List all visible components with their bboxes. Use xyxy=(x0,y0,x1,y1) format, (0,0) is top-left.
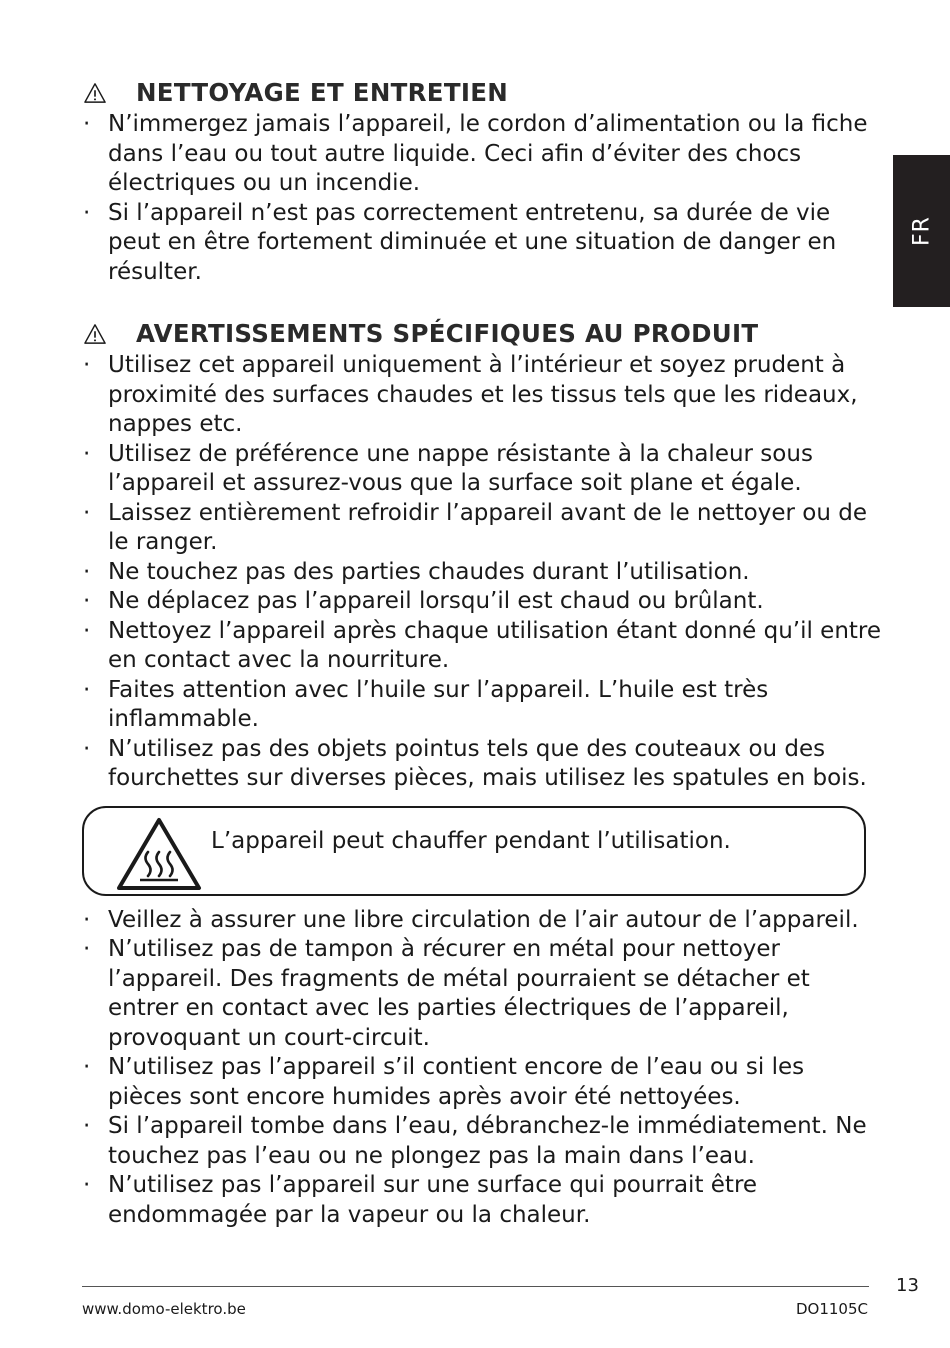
section-title-text: AVERTISSEMENTS SPÉCIFIQUES AU PRODUIT xyxy=(136,319,759,348)
language-tab xyxy=(893,155,950,307)
footer-divider xyxy=(82,1286,869,1287)
section-title-text: NETTOYAGE ET ENTRETIEN xyxy=(136,78,509,107)
list-item: · N’utilisez pas l’appareil sur une surface qui pourrait être endommagée par la vapeur ou la chaleur. xyxy=(82,1171,882,1230)
hot-surface-warning-icon xyxy=(114,814,204,894)
list-item: · Laissez entièrement refroidir l’appareil avant de le nettoyer ou de le ranger. xyxy=(82,499,882,558)
footer-url: www.domo-elektro.be xyxy=(82,1300,246,1318)
notice-text: L’appareil peut chauffer pendant l’utilisation. xyxy=(211,827,731,854)
warnings-list xyxy=(82,351,882,794)
model-code: DO1105C xyxy=(795,1300,868,1318)
section-title-warnings xyxy=(82,317,882,351)
page-content xyxy=(82,76,882,1230)
list-item: · Ne déplacez pas l’appareil lorsqu’il est chaud ou brûlant. xyxy=(82,587,882,617)
warnings-list-continued xyxy=(82,906,882,1231)
list-item: · N’utilisez pas des objets pointus tels que des couteaux ou des fourchettes sur diverses pièces, mais utilisez les spatules en bois. xyxy=(82,735,882,794)
cleaning-list xyxy=(82,110,882,287)
warning-triangle-icon xyxy=(84,82,106,104)
list-item: · Faites attention avec l’huile sur l’appareil. L’huile est très inflammable. xyxy=(82,676,882,735)
section-title-cleaning xyxy=(82,76,882,110)
list-item: · N’immergez jamais l’appareil, le cordon d’alimentation ou la fiche dans l’eau ou tout autre liquide. Ceci afin d’éviter des chocs électriques ou un incendie. xyxy=(82,110,882,199)
list-item: · Utilisez cet appareil uniquement à l’intérieur et soyez prudent à proximité des surfaces chaudes et les tissus tels que les rideaux, nappes etc. xyxy=(82,351,882,440)
hot-surface-notice xyxy=(82,806,866,896)
list-item: · N’utilisez pas de tampon à récurer en métal pour nettoyer l’appareil. Des fragments de métal pourraient se détacher et entrer en contact avec les parties électriques de l’appareil, provoquant un court-circuit. xyxy=(82,935,882,1053)
list-item: · Utilisez de préférence une nappe résistante à la chaleur sous l’appareil et assurez-vous que la surface soit plane et égale. xyxy=(82,440,882,499)
language-tab-label: FR xyxy=(909,216,934,246)
list-item: · Nettoyez l’appareil après chaque utilisation étant donné qu’il entre en contact avec la nourriture. xyxy=(82,617,882,676)
list-item: · Ne touchez pas des parties chaudes durant l’utilisation. xyxy=(82,558,882,588)
list-item: · Veillez à assurer une libre circulation de l’air autour de l’appareil. xyxy=(82,906,882,936)
list-item: · N’utilisez pas l’appareil s’il contient encore de l’eau ou si les pièces sont encore humides après avoir été nettoyées. xyxy=(82,1053,882,1112)
list-item: · Si l’appareil tombe dans l’eau, débranchez-le immédiatement. Ne touchez pas l’eau ou ne plongez pas la main dans l’eau. xyxy=(82,1112,882,1171)
list-item: · Si l’appareil n’est pas correctement entretenu, sa durée de vie peut en être fortement diminuée et une situation de danger en résulter. xyxy=(82,199,882,288)
page-number: 13 xyxy=(896,1275,919,1296)
warning-triangle-icon xyxy=(84,323,106,345)
